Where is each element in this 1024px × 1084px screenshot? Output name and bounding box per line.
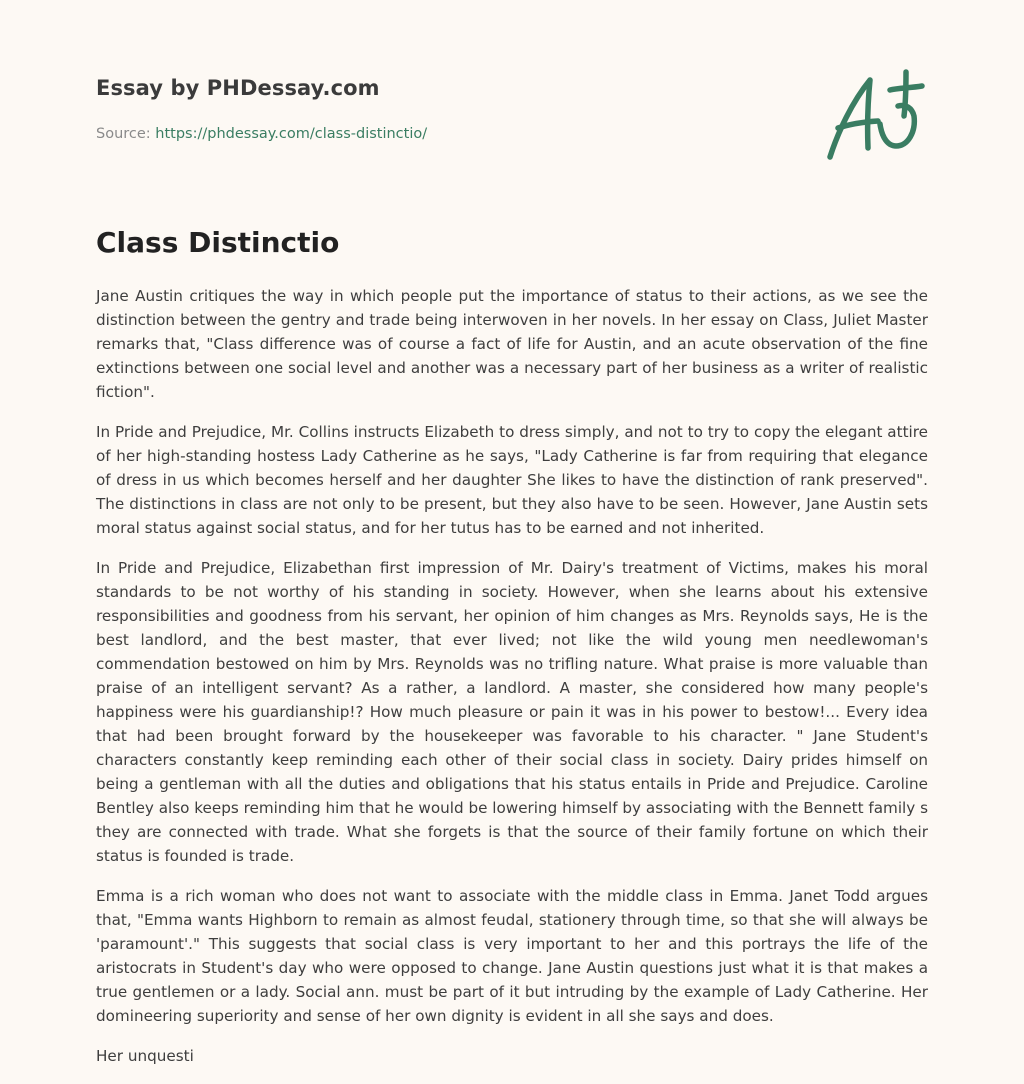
source-link[interactable]: https://phdessay.com/class-distinctio/ <box>155 126 428 142</box>
essay-paragraph: Jane Austin critiques the way in which people put the importance of status to their actions, as we see the distinction between the gentry and trade being interwoven in her novels. In her essay on Class, Juliet Master remarks that, "Class difference was of course a fact of life for Austin, and an acute observation of the fine extinctions between one social level and another was a necessary part of her business as a writer of realistic fiction". <box>96 287 928 401</box>
essay-title: Class Distinctio <box>96 226 340 259</box>
essay-body <box>96 284 928 1084</box>
essay-paragraph: Emma is a rich woman who does not want to associate with the middle class in Emma. Janet Todd argues that, "Emma wants Highborn to remain as almost feudal, stationery through time, so that she will always be 'paramount'." This suggests that social class is very important to her and this portrays the life of the aristocrats in Student's day who were opposed to change. Jane Austin questions just what it is that makes a true gentlemen or a lady. Social ann. must be part of it but intruding by the example of Lady Catherine. Her domineering superiority and sense of her own dignity is evident in all she says and does. <box>96 887 928 1025</box>
essay-paragraph: In Pride and Prejudice, Mr. Collins instructs Elizabeth to dress simply, and not to try to copy the elegant attire of her high-standing hostess Lady Catherine as he says, "Lady Catherine is far from requiring that elegance of dress in us which becomes herself and her daughter She likes to have the distinction of rank preserved". The distinctions in class are not only to be present, but they also have to be seen. However, Jane Austin sets moral status against social status, and for her tutus has to be earned and not inherited. <box>96 423 928 537</box>
page-header <box>96 76 928 142</box>
essay-paragraph: In Pride and Prejudice, Elizabethan first impression of Mr. Dairy's treatment of Victims, makes his moral standards to be not worthy of his standing in society. However, when she learns about his extensive responsibilities and goodness from his servant, her opinion of him changes as Mrs. Reynolds says, He is the best landlord, and the best master, that ever lived; not like the wild young men needlewoman's commendation bestowed on him by Mrs. Reynolds was no trifling nature. What praise is more valuable than praise of an intelligent servant? As a rather, a landlord. A master, she considered how many people's happiness were his guardianship!? How much pleasure or pain it was in his power to bestow!... Every idea that had been brought forward by the housekeeper was favorable to his character. " Jane Student's characters constantly keep reminding each other of their social class in society. Dairy prides himself on being a gentleman with all the duties and obligations that his status entails in Pride and Prejudice. Caroline Bentley also keeps reminding him that he would be lowering himself by associating with the Bennett family s they are connected with trade. What she forgets is that the source of their family fortune on which their status is founded is trade. <box>96 559 928 865</box>
source-label: Source: <box>96 126 156 142</box>
a-plus-grade-icon <box>822 66 930 164</box>
source-line <box>96 126 928 142</box>
site-brand: Essay by PHDessay.com <box>96 76 380 100</box>
essay-paragraph: Her unquesti <box>96 1047 194 1065</box>
